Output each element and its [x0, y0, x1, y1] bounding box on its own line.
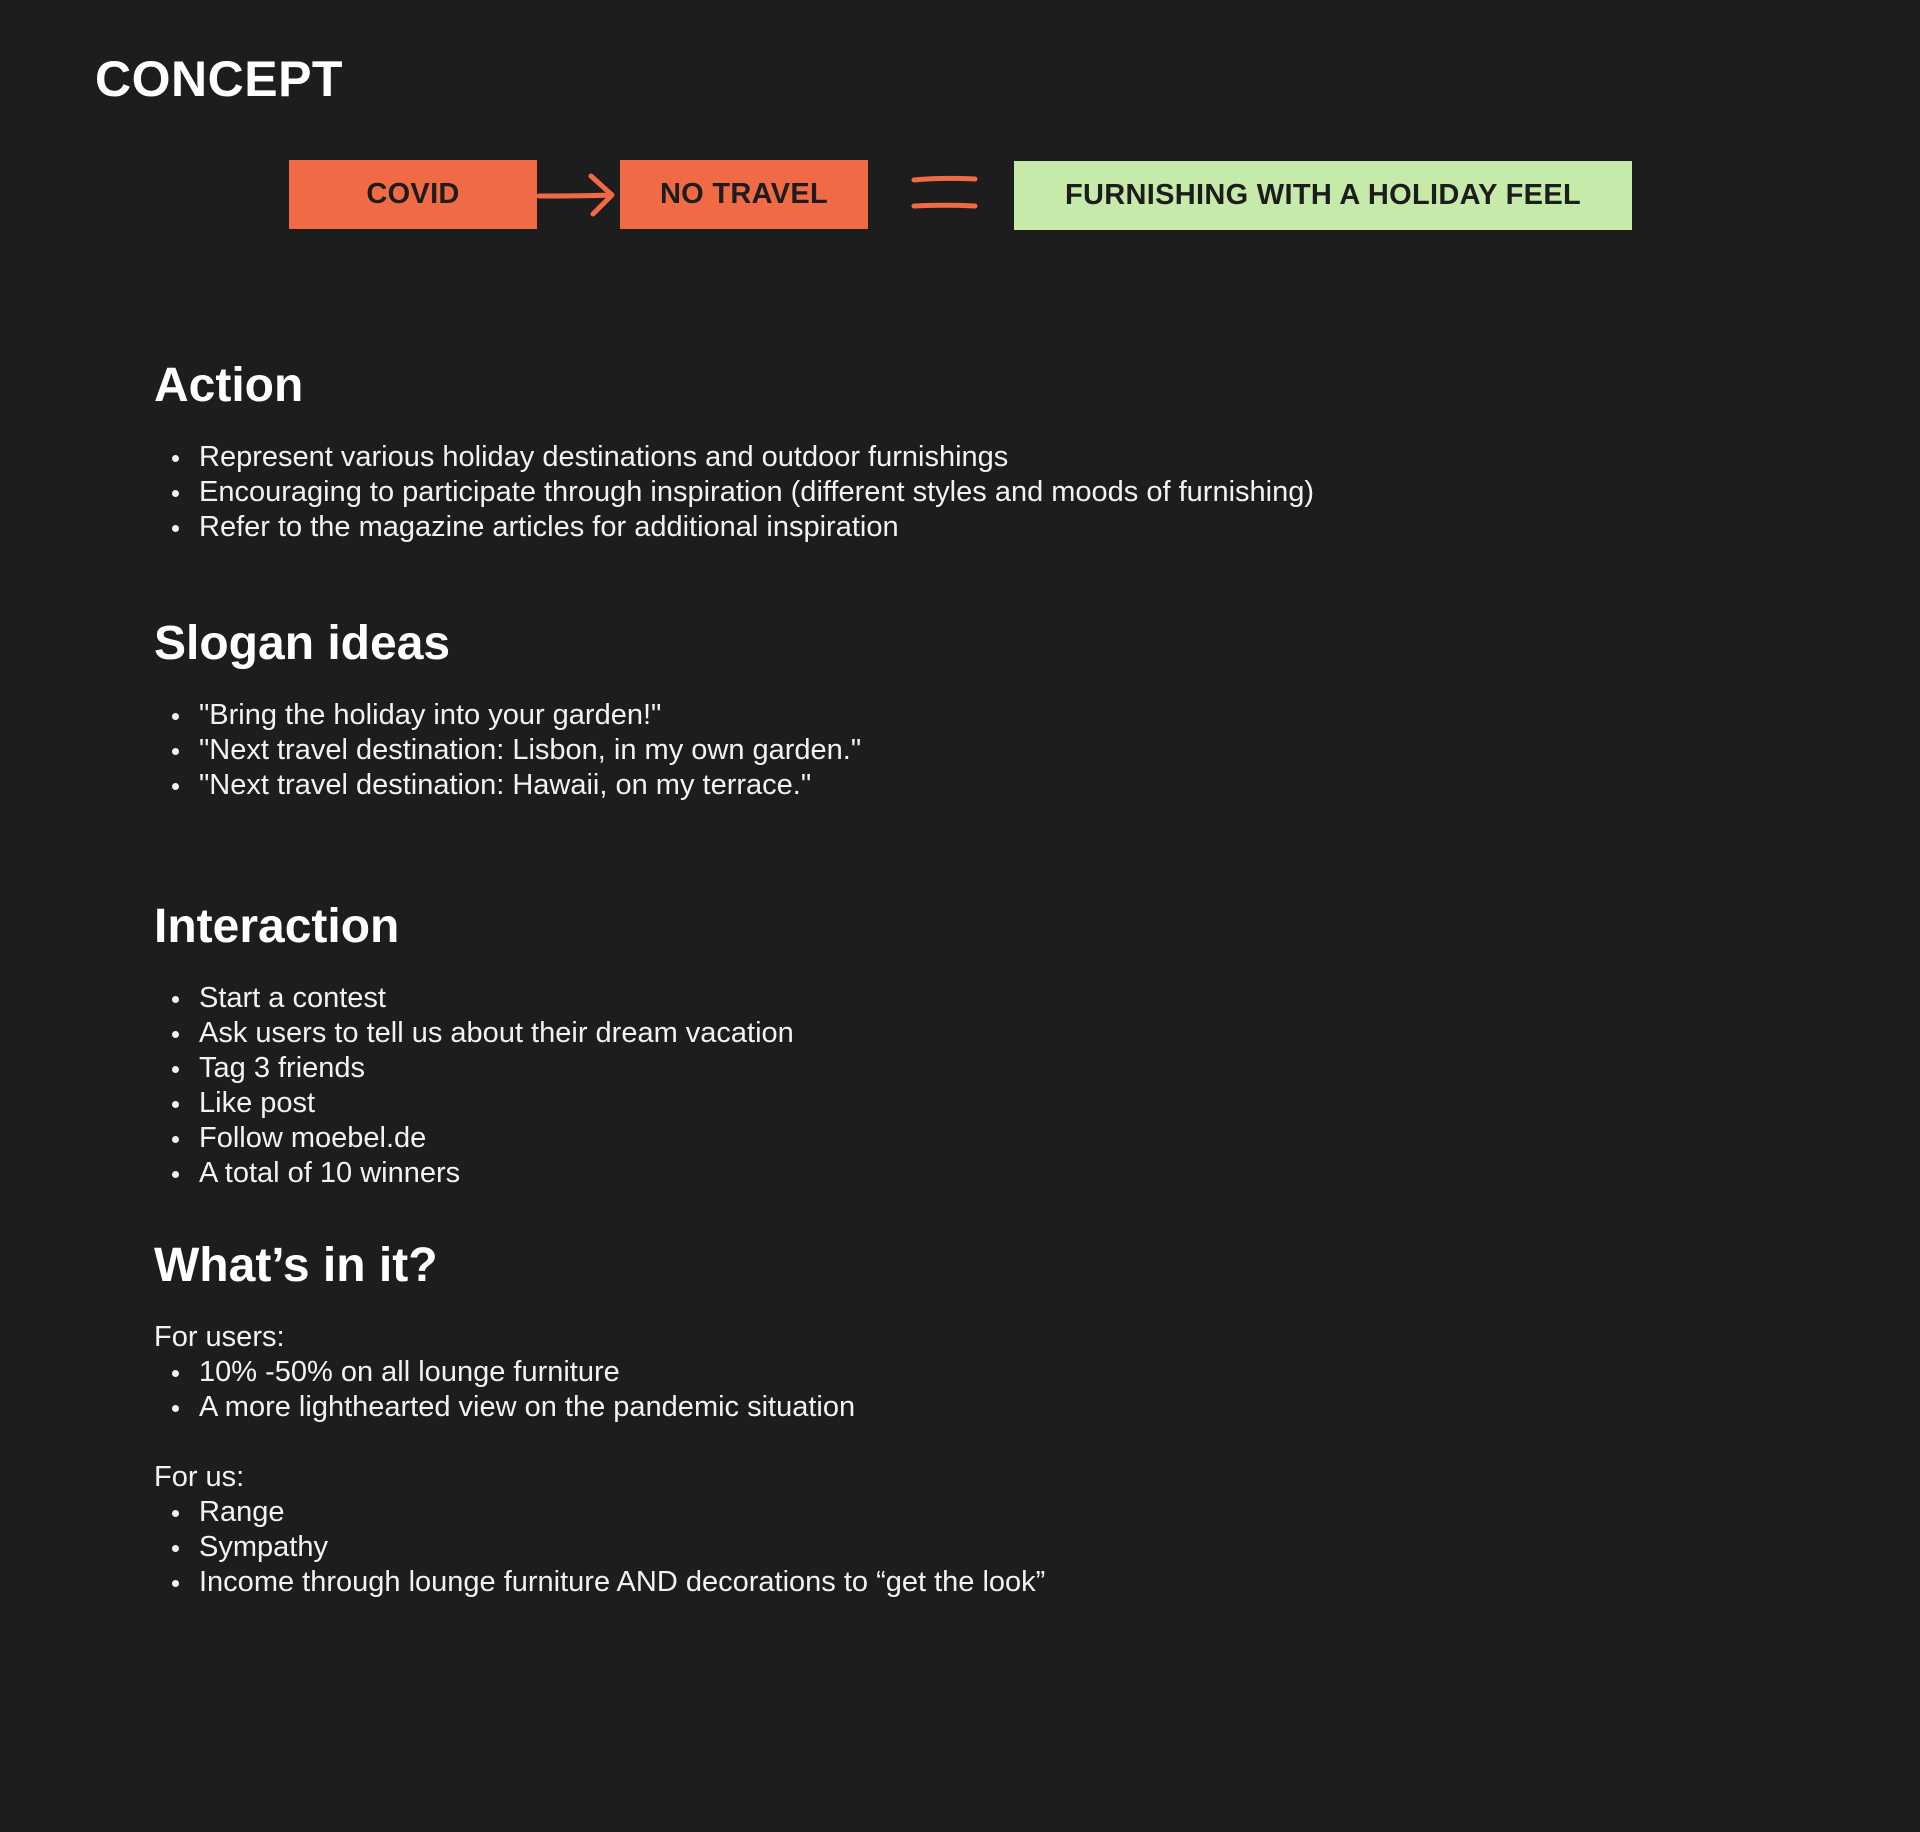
list-item: [154, 1086, 1654, 1121]
bullet-icon: [172, 1545, 179, 1552]
bullet-icon: [172, 490, 179, 497]
bullet-icon: [172, 1370, 179, 1377]
bullet-icon: [172, 1580, 179, 1587]
flow-box-result-label: FURNISHING WITH A HOLIDAY FEEL: [1065, 179, 1581, 211]
bullet-icon: [172, 1136, 179, 1143]
slogan-list: [154, 698, 1654, 803]
equals-icon: [910, 174, 980, 214]
list-item-text: Encouraging to participate through inspiration (different styles and moods of furnishing): [199, 476, 1314, 508]
list-item: [154, 1355, 1654, 1390]
action-heading: Action: [154, 359, 304, 412]
list-item: [154, 1016, 1654, 1051]
list-item: [154, 1121, 1654, 1156]
list-item: [154, 768, 1654, 803]
list-item-text: Range: [199, 1496, 285, 1528]
slogan-heading: Slogan ideas: [154, 617, 451, 670]
bullet-icon: [172, 455, 179, 462]
list-item-text: "Next travel destination: Lisbon, in my own garden.": [199, 734, 862, 766]
flow-box-no-travel-label: NO TRAVEL: [659, 178, 829, 210]
flow-box-covid-label: COVID: [366, 178, 460, 210]
bullet-icon: [172, 996, 179, 1003]
list-item: [154, 1565, 1654, 1600]
for-us-list: [154, 1495, 1654, 1600]
interaction-heading: Interaction: [154, 900, 400, 953]
list-item-text: A more lighthearted view on the pandemic situation: [199, 1391, 856, 1423]
list-item: [154, 440, 1654, 475]
bullet-icon: [172, 713, 179, 720]
whats-in-it-section: [154, 1236, 1654, 1600]
list-item-text: Ask users to tell us about their dream vacation: [199, 1017, 794, 1049]
bullet-icon: [172, 1066, 179, 1073]
whats-in-it-heading: What’s in it?: [154, 1239, 438, 1292]
list-item-text: Start a contest: [199, 982, 386, 1014]
bullet-icon: [172, 1405, 179, 1412]
list-item: [154, 510, 1654, 545]
list-item-text: "Bring the holiday into your garden!": [199, 699, 662, 731]
list-item-text: Income through lounge furniture AND decorations to “get the look”: [199, 1566, 1046, 1598]
for-users-list: [154, 1355, 1654, 1425]
list-item-text: Tag 3 friends: [199, 1052, 366, 1084]
list-item-text: "Next travel destination: Hawaii, on my terrace.": [199, 769, 812, 801]
list-item-text: Refer to the magazine articles for additional inspiration: [199, 511, 899, 543]
slogan-section: [154, 614, 1654, 803]
action-list: [154, 440, 1654, 545]
bullet-icon: [172, 1510, 179, 1517]
flow-box-no-travel: [620, 160, 868, 229]
list-item: [154, 733, 1654, 768]
list-item-text: Follow moebel.de: [199, 1122, 427, 1154]
flow-box-covid: [289, 160, 537, 229]
interaction-list: [154, 981, 1654, 1191]
list-item: [154, 1156, 1654, 1191]
bullet-icon: [172, 783, 179, 790]
for-users-label: For users:: [154, 1321, 285, 1353]
list-item-text: Sympathy: [199, 1531, 328, 1563]
list-item: [154, 1530, 1654, 1565]
bullet-icon: [172, 748, 179, 755]
bullet-icon: [172, 1171, 179, 1178]
flow-box-result: [1014, 161, 1632, 230]
bullet-icon: [172, 1031, 179, 1038]
action-section: [154, 356, 1654, 545]
list-item: [154, 1390, 1654, 1425]
bullet-icon: [172, 525, 179, 532]
list-item: [154, 475, 1654, 510]
page-title: CONCEPT: [95, 51, 343, 107]
list-item-text: Represent various holiday destinations and outdoor furnishings: [199, 441, 1009, 473]
interaction-section: [154, 897, 1654, 1191]
list-item: [154, 1051, 1654, 1086]
arrow-right-icon: [537, 172, 617, 218]
list-item-text: 10% -50% on all lounge furniture: [199, 1356, 620, 1388]
list-item-text: Like post: [199, 1087, 316, 1119]
for-us-label: For us:: [154, 1461, 245, 1493]
list-item: [154, 1495, 1654, 1530]
list-item: [154, 698, 1654, 733]
bullet-icon: [172, 1101, 179, 1108]
list-item-text: A total of 10 winners: [199, 1157, 461, 1189]
list-item: [154, 981, 1654, 1016]
